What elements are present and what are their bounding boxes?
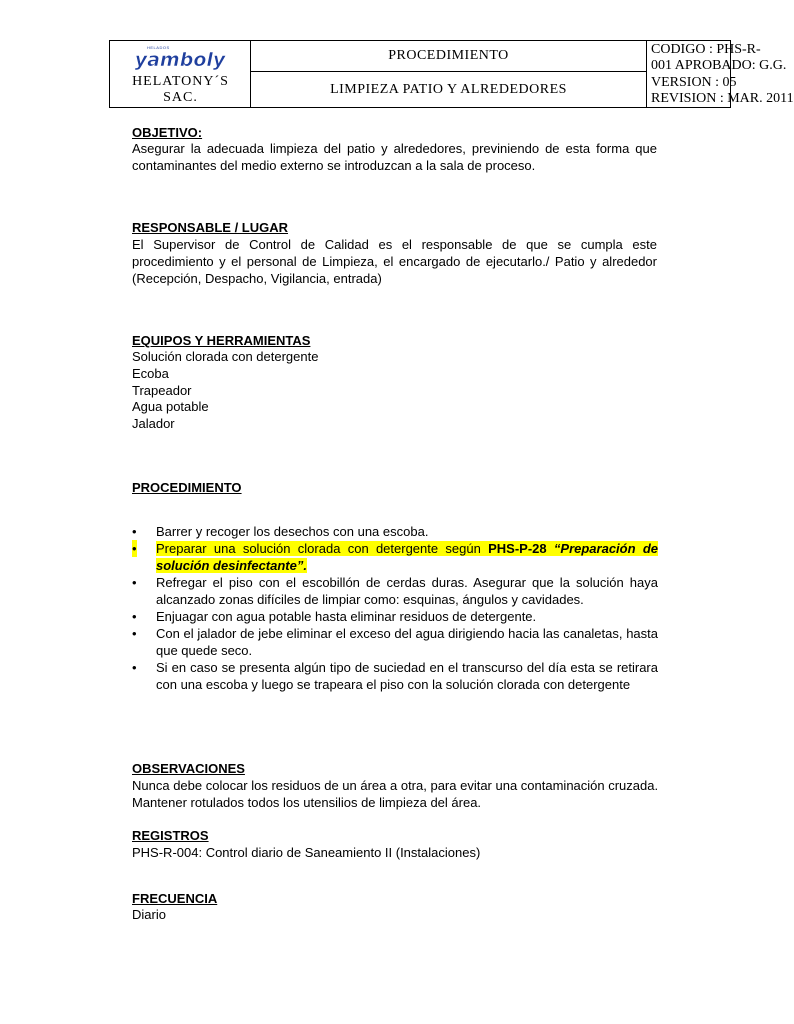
responsable-text: El Supervisor de Control de Calidad es el responsable de que se cumpla este procedimiento y el personal de Limpieza, el encargado de ejecutarlo./ Patio y alrededor (Recepción, Despacho, Vigilancia, entrada) (132, 237, 657, 286)
responsable-heading: RESPONSABLE / LUGAR (132, 220, 289, 235)
step-text: Barrer y recoger los desechos con una escoba. (156, 524, 429, 539)
procedure-steps (132, 523, 658, 693)
procedure-step (132, 608, 658, 625)
step-text: Preparar una solución clorada con detergente según (156, 541, 489, 556)
equipo-item: Agua potable (132, 399, 209, 414)
logo-cell (110, 41, 251, 107)
version-line: VERSION : 05 (651, 75, 737, 90)
procedure-step (132, 540, 658, 574)
objetivo-text: Asegurar la adecuada limpieza del patio y alrededores, previniendo de esta forma que contaminantes del medio externo se introduzcan a la sala de proceso. (132, 141, 657, 173)
procedure-step (132, 625, 658, 659)
company-name-line2: SAC. (163, 90, 198, 105)
bullet-icon: • (132, 609, 137, 624)
logo-brand-text: yamboly (134, 49, 226, 71)
procedure-step (132, 574, 658, 608)
step-reference-code: PHS-P-28 (488, 541, 547, 556)
document-header (109, 40, 794, 108)
objetivo-heading: OBJETIVO: (132, 125, 203, 140)
step-text: Enjuagar con agua potable hasta eliminar residuos de detergente. (156, 609, 537, 624)
observaciones-heading: OBSERVACIONES (132, 761, 245, 776)
doc-control-info (647, 41, 794, 107)
equipo-item: Jalador (132, 416, 175, 431)
bullet-icon: • (132, 660, 137, 675)
revision-line: REVISION : MAR. 2011 (651, 91, 794, 106)
registros-heading: REGISTROS (132, 828, 209, 843)
codigo-line2: 001 APROBADO: G.G. (651, 58, 787, 73)
observacion-line: Nunca debe colocar los residuos de un área a otra, para evitar una contaminación cruzada. (132, 778, 659, 793)
step-text: Refregar el piso con el escobillón de cerdas duras. Asegurar que la solución haya alcanzado zonas difíciles de limpiar como: esquinas, ángulos y cavidades. (156, 575, 658, 607)
frecuencia-heading: FRECUENCIA (132, 891, 218, 906)
doc-title: LIMPIEZA PATIO Y ALREDEDORES (251, 72, 647, 107)
equipos-heading: EQUIPOS Y HERRAMIENTAS (132, 333, 311, 348)
doc-type: PROCEDIMIENTO (251, 41, 647, 72)
observacion-line: Mantener rotulados todos los utensilios de limpieza del área. (132, 795, 482, 810)
bullet-icon: • (132, 524, 137, 539)
frecuencia-text: Diario (132, 907, 166, 922)
step-reference-title: “Preparación de solución desinfectante”. (156, 541, 658, 573)
bullet-icon: • (132, 626, 137, 641)
company-logo (124, 48, 236, 72)
equipo-item: Trapeador (132, 383, 192, 398)
equipo-item: Ecoba (132, 366, 169, 381)
registros-text: PHS-R-004: Control diario de Saneamiento II (Instalaciones) (132, 845, 481, 860)
company-name-line1: HELATONY´S (132, 74, 229, 89)
step-text: Si en caso se presenta algún tipo de suciedad en el transcurso del día esta se retirara con una escoba y luego se trapeara el piso con la solución clorada con detergente (156, 660, 658, 692)
step-text: Con el jalador de jebe eliminar el exceso del agua dirigiendo hacia las canaletas, hasta que quede seco. (156, 626, 658, 658)
procedure-step (132, 523, 658, 540)
procedimiento-heading: PROCEDIMIENTO (132, 480, 242, 495)
bullet-icon: • (132, 541, 137, 556)
bullet-icon: • (132, 575, 137, 590)
codigo-line1: CODIGO : PHS-R- (651, 42, 761, 57)
equipo-item: Solución clorada con detergente (132, 349, 319, 364)
procedure-step (132, 659, 658, 693)
logo-small-text: HELADOS (147, 45, 170, 50)
